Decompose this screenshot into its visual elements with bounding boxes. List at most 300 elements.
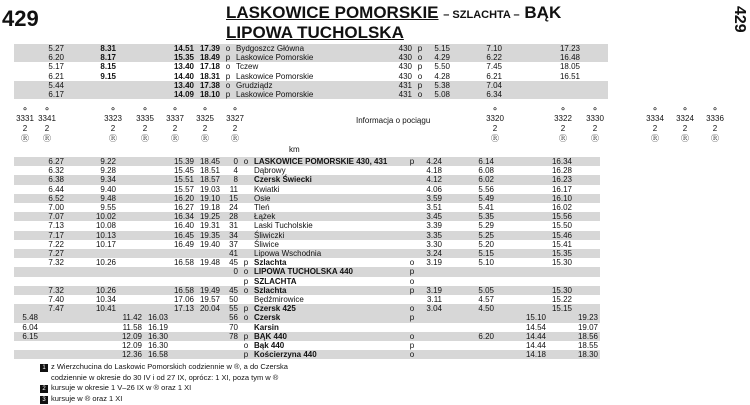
cell: 17.18 (199, 62, 220, 72)
table-row (14, 194, 600, 203)
cell (406, 249, 418, 258)
cell: 16.49 (173, 239, 194, 249)
cell (530, 62, 556, 71)
cell: 7.45 (486, 62, 502, 72)
cell (418, 277, 444, 286)
footnote (40, 383, 288, 394)
cell (418, 350, 444, 359)
cell (240, 203, 252, 212)
table-row (14, 53, 608, 62)
cell (470, 350, 496, 359)
cell: 5.50 (434, 62, 450, 72)
cell (240, 249, 252, 258)
cell: 34 (229, 230, 238, 240)
cell: Czersk Świecki (254, 175, 312, 185)
cell: 6.15 (22, 331, 38, 341)
cell (14, 295, 40, 304)
cell: 5.17 (48, 62, 64, 72)
cell: 5.38 (434, 80, 450, 90)
cell (40, 350, 66, 359)
cell (496, 313, 522, 322)
cell (118, 258, 144, 267)
table-number: 429 (2, 6, 39, 31)
cell (574, 185, 600, 194)
cell (118, 72, 144, 81)
cell (92, 81, 118, 90)
locomotive-icon: ⚬ (681, 104, 689, 114)
cell: 13.40 (173, 62, 194, 72)
cell (14, 221, 40, 230)
cell (40, 277, 66, 286)
cell (496, 221, 522, 230)
cell (548, 341, 574, 350)
cell: p (243, 276, 249, 286)
table-row (14, 62, 608, 71)
cell (118, 185, 144, 194)
cell: 12.36 (121, 350, 142, 360)
cell: 6.52 (48, 193, 64, 203)
cell (40, 341, 66, 350)
cell: 3.19 (426, 285, 442, 295)
cell (240, 166, 252, 175)
cell (118, 221, 144, 230)
cell: 7.04 (486, 80, 502, 90)
cell (118, 231, 144, 240)
cell: 16.51 (559, 71, 580, 81)
cell (14, 212, 40, 221)
cell (144, 194, 170, 203)
cell (66, 81, 92, 90)
table-row (14, 295, 600, 304)
cell: 6.02 (478, 175, 494, 185)
cell (66, 323, 92, 332)
cell: 15.30 (551, 258, 572, 268)
cell (406, 166, 418, 175)
cell: 430 (398, 44, 412, 53)
connection-table (14, 44, 608, 99)
cell: 7.32 (48, 258, 64, 268)
cell (118, 286, 144, 295)
cell: 8.31 (100, 44, 116, 53)
cell (144, 166, 170, 175)
cell: o (409, 331, 415, 341)
cell: 16.03 (147, 313, 168, 323)
cell: 7.27 (48, 249, 64, 259)
cell: 16.19 (147, 322, 168, 332)
cell (548, 332, 574, 341)
cell: 430 (398, 62, 412, 72)
cell (406, 295, 418, 304)
cell (92, 249, 118, 258)
cell (118, 295, 144, 304)
title-line-2: LIPOWA TUCHOLSKA (226, 23, 404, 42)
cell: 16.17 (551, 184, 572, 194)
cell: 5.08 (434, 90, 450, 100)
cell (574, 258, 600, 267)
cell (452, 81, 478, 90)
cell (496, 267, 522, 276)
cell (574, 277, 600, 286)
cell (496, 295, 522, 304)
cell: p (409, 341, 415, 351)
cell (14, 203, 40, 212)
cell (144, 44, 170, 53)
footnotes (40, 362, 288, 404)
cell (240, 185, 252, 194)
table-row (14, 203, 600, 212)
cell (14, 90, 40, 99)
cell (548, 267, 574, 276)
cell (92, 341, 118, 350)
cell: 6.20 (48, 53, 64, 63)
cell: SZLACHTA (254, 276, 297, 286)
cell: p (409, 313, 415, 323)
cell: 18.57 (199, 175, 220, 185)
cell (144, 157, 170, 166)
cell (452, 53, 478, 62)
cell: 45 (229, 285, 238, 295)
table-row (14, 90, 608, 99)
cell: Karsin (254, 322, 279, 332)
cell (66, 157, 92, 166)
cell (418, 323, 444, 332)
cell: 3.04 (426, 304, 442, 314)
cell (470, 267, 496, 276)
table-row (14, 231, 600, 240)
locomotive-icon: ⚬ (171, 104, 179, 114)
cell (406, 231, 418, 240)
cell: 17.39 (199, 44, 220, 53)
info-label: Informacja o pociągu (356, 116, 431, 125)
cell: 15.39 (173, 157, 194, 166)
cell (118, 175, 144, 184)
cell: 9.28 (100, 166, 116, 176)
cell (240, 295, 252, 304)
cell (444, 212, 470, 221)
cell (406, 194, 418, 203)
footnote (40, 373, 288, 384)
cell (444, 157, 470, 166)
cell: BĄK 440 (254, 331, 287, 341)
cell: 7.07 (48, 212, 64, 222)
cell: 16.28 (551, 166, 572, 176)
cell: 15.15 (551, 304, 572, 314)
title-connector: – SZLACHTA – (443, 9, 520, 21)
cell: 17.13 (173, 304, 194, 314)
table-row (14, 304, 600, 313)
cell: 4.57 (478, 295, 494, 305)
cell: 4.50 (478, 304, 494, 314)
cell (496, 203, 522, 212)
cell (504, 44, 530, 53)
cell: 15.30 (551, 285, 572, 295)
cell (522, 240, 548, 249)
cell (444, 295, 470, 304)
train-number: ⚬ 3325 2 Ⓡ (194, 104, 216, 144)
cell: 7.47 (48, 304, 64, 314)
cell: Laskowice Pomorskie (236, 53, 314, 63)
table-row (14, 240, 600, 249)
cell: Czersk 425 (254, 304, 296, 314)
table-row (14, 249, 600, 258)
cell (470, 341, 496, 350)
cell: 18.05 (559, 62, 580, 72)
cell (92, 332, 118, 341)
cell: 6.32 (48, 166, 64, 176)
cell: Szlachta (254, 258, 287, 268)
table-row (14, 286, 600, 295)
cell: 9.22 (100, 157, 116, 166)
cell (144, 90, 170, 99)
cell: 4.29 (434, 53, 450, 63)
cell (66, 166, 92, 175)
cell (144, 185, 170, 194)
cell (118, 240, 144, 249)
cell: 11.42 (122, 313, 142, 323)
cell (222, 341, 240, 350)
cell (118, 267, 144, 276)
footnote-text: kursuje w okresie 1 V–26 IX w ® oraz 1 XI (51, 383, 192, 392)
cell: p (243, 304, 249, 314)
table-row (14, 166, 600, 175)
cell (496, 212, 522, 221)
cell (14, 175, 40, 184)
cell: Bąk 440 (254, 341, 285, 351)
cell (406, 323, 418, 332)
cell: 5.15 (478, 249, 494, 259)
cell (522, 231, 548, 240)
train-number: ⚬ 3334 2 Ⓡ (644, 104, 666, 144)
cell (196, 267, 222, 276)
locomotive-icon: ⚬ (141, 104, 149, 114)
cell (92, 350, 118, 359)
cell: 3.39 (426, 221, 442, 231)
cell: 15.10 (525, 313, 546, 323)
cell (496, 231, 522, 240)
cell (66, 53, 92, 62)
cell (496, 258, 522, 267)
cell (574, 304, 600, 313)
cell: Szlachta (254, 285, 287, 295)
title-line-1: LASKOWICE POMORSKIE (226, 3, 439, 22)
cell: 11.58 (122, 322, 142, 332)
cell: 18.55 (577, 341, 598, 351)
cell: 16.58 (147, 350, 168, 360)
cell: Tczew (236, 62, 259, 72)
cell: 6.34 (486, 90, 502, 100)
table-row (14, 81, 608, 90)
cell: Będźmirowice (254, 295, 304, 305)
cell: 16.40 (173, 221, 194, 231)
cell (66, 90, 92, 99)
cell: 14.44 (525, 331, 546, 341)
cell: 16.02 (551, 203, 572, 213)
cell (496, 249, 522, 258)
cell: o (409, 350, 415, 360)
cell (574, 212, 600, 221)
cell (92, 277, 118, 286)
cell: 56 (229, 313, 238, 323)
cell: 6.04 (22, 322, 38, 332)
title-line-3: BĄK (524, 3, 562, 22)
cell: 6.17 (48, 90, 64, 100)
cell (118, 81, 144, 90)
cell: 14.09 (173, 90, 194, 100)
km-label: km (289, 145, 300, 154)
cell: Laski Tucholskie (254, 221, 313, 231)
cell: 31 (229, 221, 238, 231)
cell: 5.44 (48, 80, 64, 90)
cell: 5.48 (22, 313, 38, 323)
cell (496, 286, 522, 295)
cell: 3.11 (427, 295, 442, 305)
cell (548, 313, 574, 322)
cell: p (417, 80, 423, 90)
cell (496, 240, 522, 249)
cell: 70 (229, 322, 238, 332)
footnote-badge: 3 (40, 396, 48, 404)
cell (452, 72, 478, 81)
locomotive-icon: ⚬ (591, 104, 599, 114)
cell: 7.10 (486, 44, 502, 53)
cell: 19.25 (199, 212, 220, 222)
cell (444, 277, 470, 286)
cell: 19.49 (199, 285, 220, 295)
cell (574, 166, 600, 175)
footnote-badge: 1 (40, 364, 48, 372)
cell (14, 194, 40, 203)
table-row (14, 221, 600, 230)
cell: 16.34 (173, 212, 194, 222)
cell (548, 323, 574, 332)
cell: 9.40 (100, 184, 116, 194)
cell (222, 277, 240, 286)
cell (144, 295, 170, 304)
cell: 15.45 (173, 166, 194, 176)
cell (548, 350, 574, 359)
cell: 16.30 (147, 341, 168, 351)
cell (144, 53, 170, 62)
cell (118, 212, 144, 221)
cell (66, 231, 92, 240)
cell (40, 323, 66, 332)
cell: Bydgoszcz Główna (236, 44, 305, 53)
cell (444, 286, 470, 295)
cell (530, 81, 556, 90)
cell: 3.19 (426, 258, 442, 268)
cell (66, 185, 92, 194)
cell (66, 277, 92, 286)
cell: p (243, 350, 249, 360)
cell (14, 44, 40, 53)
cell: 16.20 (173, 193, 194, 203)
cell (118, 166, 144, 175)
table-row (14, 185, 600, 194)
cell: 8 (233, 175, 238, 185)
cell: 19.57 (199, 295, 220, 305)
cell: 16.45 (173, 230, 194, 240)
cell: o (243, 341, 249, 351)
cell (66, 221, 92, 230)
cell (406, 185, 418, 194)
cell (66, 332, 92, 341)
cell: 6.27 (48, 157, 64, 166)
locomotive-icon: ⚬ (651, 104, 659, 114)
cell: 430 (398, 53, 412, 63)
cell: p (225, 71, 231, 81)
table-row (14, 350, 600, 359)
table-row (14, 72, 608, 81)
cell: 24 (229, 203, 238, 213)
cell: Kościerzyna 440 (254, 350, 317, 360)
cell (196, 313, 222, 322)
cell: 6.20 (478, 331, 494, 341)
cell: 4 (233, 166, 238, 176)
cell (170, 313, 196, 322)
cell (196, 350, 222, 359)
cell (582, 72, 608, 81)
locomotive-icon: ⚬ (109, 104, 117, 114)
cell (14, 277, 40, 286)
cell (504, 62, 530, 71)
cell: 15.56 (551, 212, 572, 222)
cell: 10.13 (95, 230, 116, 240)
cell (14, 249, 40, 258)
cell: 20.04 (199, 304, 220, 314)
cell: 0 (233, 157, 238, 166)
cell (66, 304, 92, 313)
cell: 14.51 (173, 44, 194, 53)
cell: LIPOWA TUCHOLSKA 440 (254, 267, 353, 277)
cell: o (225, 44, 231, 53)
cell (144, 221, 170, 230)
cell (522, 194, 548, 203)
cell (496, 277, 522, 286)
cell (574, 240, 600, 249)
cell (418, 341, 444, 350)
cell (170, 341, 196, 350)
cell (522, 258, 548, 267)
footnote (40, 362, 288, 373)
cell: o (409, 258, 415, 268)
cell (14, 53, 40, 62)
cell: 41 (229, 249, 238, 259)
table-row (14, 157, 600, 166)
cell (40, 267, 66, 276)
cell: 4.24 (426, 157, 442, 166)
cell (66, 249, 92, 258)
cell (92, 323, 118, 332)
cell: Dąbrowy (254, 166, 286, 176)
cell (574, 286, 600, 295)
cell: 10.26 (95, 285, 116, 295)
cell: o (409, 304, 415, 314)
cell (66, 194, 92, 203)
footnote (40, 394, 288, 405)
cell (144, 212, 170, 221)
cell: 3.35 (426, 230, 442, 240)
cell: 16.30 (147, 331, 168, 341)
cell: 9.55 (100, 203, 116, 213)
cell (66, 258, 92, 267)
cell (118, 44, 144, 53)
cell: Lipowa Wschodnia (254, 249, 322, 259)
train-number: ⚬ 3335 2 Ⓡ (134, 104, 156, 144)
cell (522, 221, 548, 230)
footnote-text: codziennie w okresie do 30 IV i od 27 IX, oprócz: 1 XI, poza tym w ® (51, 372, 279, 382)
cell: 6.44 (48, 184, 64, 194)
cell (14, 267, 40, 276)
